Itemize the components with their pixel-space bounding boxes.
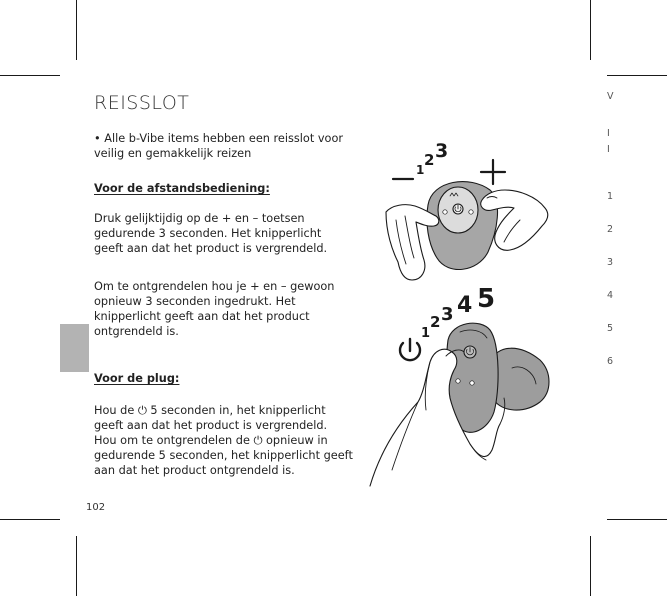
gutter-number: 4 <box>607 290 614 301</box>
gutter-number: 3 <box>607 257 614 268</box>
plug-unlock-text: Hou om te ontgrendelen de ⏻ opnieuw in gedurende 5 seconden, het knipperlicht geeft aan dat het product ontgrendeld is. <box>94 434 353 477</box>
plug-heading: Voor de plug: <box>94 372 180 385</box>
remote-lock-text: Druk gelijktijdig op de + en – toetsen gedurende 3 seconden. Het knipperlicht geeft aan dat het product is vergrendeld. <box>94 212 328 255</box>
plus-symbol-icon <box>481 160 505 184</box>
remote-unlock-text: Om te ontgrendelen hou je + en – gewoon opnieuw 3 seconden ingedrukt. Het knipperlicht geeft aan dat het product ontgrendeld is. <box>94 280 335 338</box>
count-number: 2 <box>424 151 435 169</box>
gutter-letter: V <box>607 91 614 102</box>
page-title: REISSLOT <box>94 92 190 114</box>
gutter-number: 1 <box>607 191 614 202</box>
plug-lock-text: Hou de ⏻ 5 seconden in, het knipperlicht geeft aan dat het product is vergrendeld. <box>94 404 328 432</box>
count-number: 3 <box>435 140 449 162</box>
gutter-letter: I <box>607 144 610 155</box>
gutter-number: 5 <box>607 323 614 334</box>
intro-text: • Alle b-Vibe items hebben een reisslot voor veilig en gemakkelijk reizen <box>94 132 343 160</box>
count-number: 5 <box>477 284 496 314</box>
gutter-number: 2 <box>607 224 614 235</box>
count-number: 1 <box>416 163 425 177</box>
gutter-letter: I <box>607 128 610 139</box>
count-number: 1 <box>421 326 431 341</box>
gutter-number: 6 <box>607 356 614 367</box>
count-number: 2 <box>430 313 441 331</box>
count-number: 4 <box>457 293 473 318</box>
power-symbol-icon <box>400 339 420 360</box>
remote-heading: Voor de afstandsbediening: <box>94 182 270 195</box>
plug-illustration <box>370 323 549 486</box>
count-number: 3 <box>441 304 454 325</box>
page-number: 102 <box>86 502 106 513</box>
remote-illustration <box>386 160 548 280</box>
